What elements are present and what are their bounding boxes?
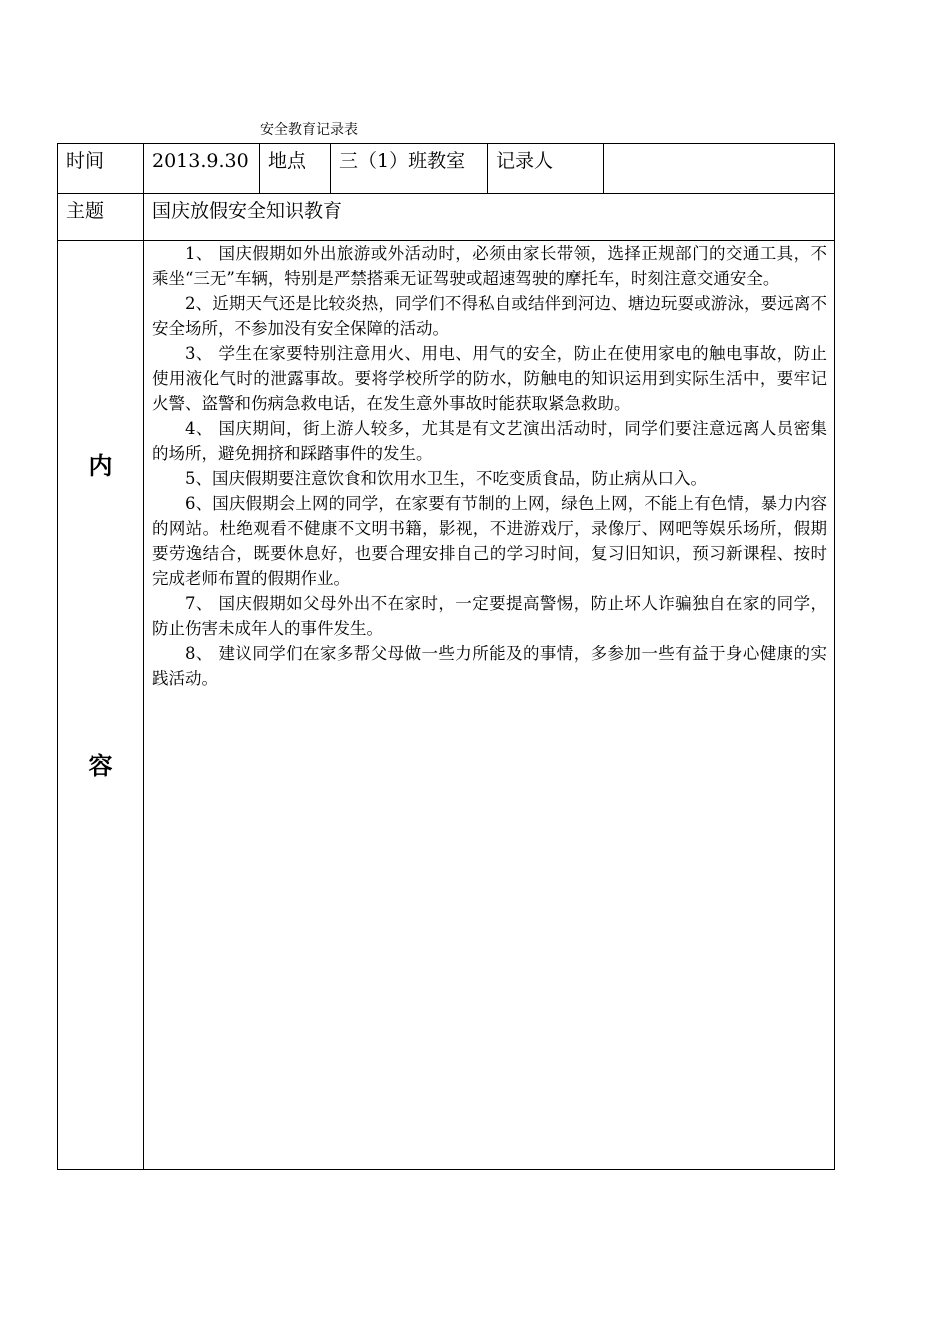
content-paragraph-1: 1、 国庆假期如外出旅游或外活动时，必须由家长带领，选择正规部门的交通工具，不乘坐“三无”车辆，特别是严禁搭乘无证驾驶或超速驾驶的摩托车，时刻注意交通安全。	[152, 244, 827, 288]
content-body	[144, 241, 834, 691]
safety-record-table	[57, 143, 835, 1170]
content-label-char-2: 容	[88, 752, 113, 780]
content-label-cell	[58, 241, 144, 1170]
content-label-char-1: 内	[88, 452, 113, 480]
content-paragraph-7: 7、 国庆假期如父母外出不在家时，一定要提高警惕，防止坏人诈骗独自在家的同学，防止伤害未成年人的事件发生。	[152, 594, 827, 638]
topic-row	[58, 194, 835, 241]
info-row	[58, 144, 835, 194]
content-row	[58, 241, 835, 1170]
content-paragraph-5: 5、国庆假期要注意饮食和饮用水卫生，不吃变质食品，防止病从口入。	[185, 469, 707, 488]
recorder-value	[604, 144, 834, 148]
content-paragraph-6: 6、国庆假期会上网的同学，在家要有节制的上网，绿色上网，不能上有色情，暴力内容的网站。杜绝观看不健康不文明书籍，影视，不进游戏厅，录像厅、网吧等娱乐场所，假期要劳逸结合，既要休息好，也要合理安排自己的学习时间，复习旧知识，预习新课程、按时完成老师布置的假期作业。	[152, 494, 827, 588]
time-value-cell	[144, 144, 260, 194]
content-body-cell	[144, 241, 835, 1170]
recorder-value-cell	[604, 144, 835, 194]
content-paragraph-2: 2、近期天气还是比较炎热，同学们不得私自或结伴到河边、塘边玩耍或游泳，要远离不安全场所，不参加没有安全保障的活动。	[152, 294, 827, 338]
time-label-cell	[58, 144, 144, 194]
document-title: 安全教育记录表	[260, 122, 358, 138]
time-label: 时间	[66, 150, 105, 172]
place-value: 三（1）班教室	[339, 150, 466, 172]
content-label	[58, 241, 143, 1169]
content-paragraph-3: 3、 学生在家要特别注意用火、用电、用气的安全，防止在使用家电的触电事故，防止使用液化气时的泄露事故。要将学校所学的防水，防触电的知识运用到实际生活中，要牢记火警、盗警和伤病急救电话，在发生意外事故时能获取紧急救助。	[152, 344, 827, 413]
topic-label-cell	[58, 194, 144, 241]
place-value-cell	[331, 144, 488, 194]
content-paragraph-8: 8、 建议同学们在家多帮父母做一些力所能及的事情，多参加一些有益于身心健康的实践活动。	[152, 644, 827, 688]
recorder-label-cell	[488, 144, 604, 194]
place-label-cell	[260, 144, 331, 194]
topic-label: 主题	[66, 200, 105, 222]
topic-value: 国庆放假安全知识教育	[152, 200, 343, 222]
topic-value-cell	[144, 194, 835, 241]
place-label: 地点	[268, 150, 307, 172]
content-paragraph-4: 4、 国庆期间，街上游人较多，尤其是有文艺演出活动时，同学们要注意远离人员密集的场所，避免拥挤和踩踏事件的发生。	[152, 419, 827, 463]
recorder-label: 记录人	[496, 150, 554, 172]
time-value: 2013.9.30	[152, 150, 249, 172]
